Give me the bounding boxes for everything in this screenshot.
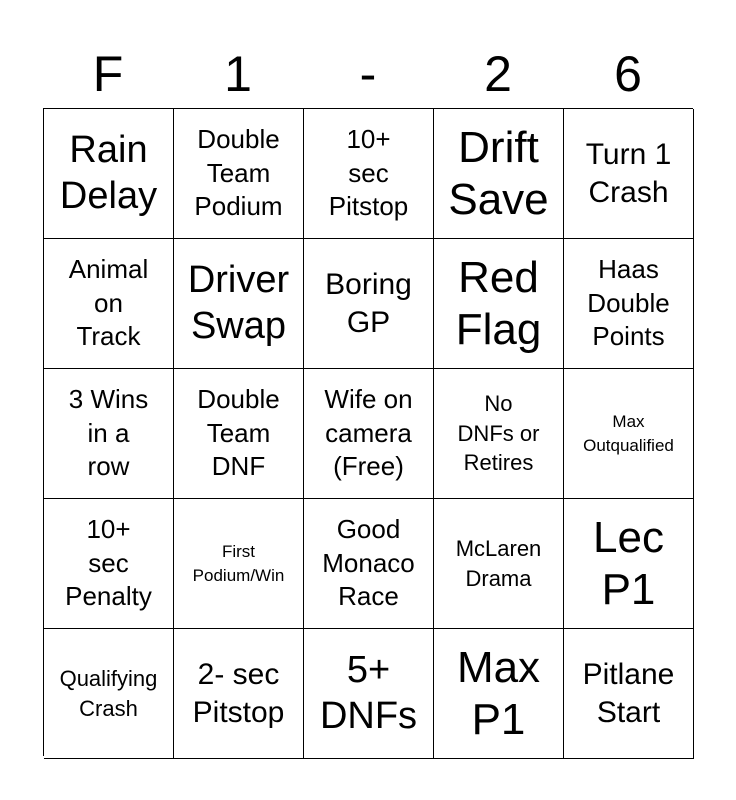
bingo-board	[43, 108, 693, 756]
bingo-cell-r4c4[interactable]	[434, 499, 564, 629]
cell-label: Max Outqualified	[583, 411, 674, 455]
cell-label: Rain Delay	[59, 128, 158, 217]
cell-label: Lec P1	[593, 512, 664, 614]
cell-label: No DNFs or Retires	[457, 390, 540, 476]
bingo-cell-r2c4[interactable]	[434, 239, 564, 369]
bingo-cell-r2c3[interactable]	[304, 239, 434, 369]
cell-label: Animal on Track	[68, 253, 149, 352]
cell-label: Wife on camera (Free)	[324, 383, 413, 482]
cell-label: 2- sec Pitstop	[192, 658, 285, 729]
cell-label: Driver Swap	[187, 258, 290, 347]
bingo-cell-r5c4[interactable]	[434, 629, 564, 759]
bingo-cell-r1c2[interactable]	[174, 109, 304, 239]
cell-label: Good Monaco Race	[322, 513, 415, 612]
header-letter-f: F	[92, 46, 124, 102]
header-letter-dash: -	[359, 46, 377, 102]
bingo-cell-r2c5[interactable]	[564, 239, 694, 369]
bingo-cell-r4c5[interactable]	[564, 499, 694, 629]
bingo-cell-r1c4[interactable]	[434, 109, 564, 239]
bingo-cell-r5c2[interactable]	[174, 629, 304, 759]
header-letter-6: 6	[614, 46, 642, 102]
cell-label: Max P1	[456, 642, 541, 744]
bingo-cell-r1c1[interactable]	[44, 109, 174, 239]
bingo-cell-r1c3[interactable]	[304, 109, 434, 239]
cell-label: Boring GP	[325, 268, 412, 339]
bingo-cell-r4c2[interactable]	[174, 499, 304, 629]
bingo-cell-r3c2[interactable]	[174, 369, 304, 499]
cell-label: 10+ sec Pitstop	[328, 123, 409, 222]
cell-label: Pitlane Start	[582, 658, 675, 729]
header-letter-1: 1	[224, 46, 252, 102]
bingo-cell-r3c4[interactable]	[434, 369, 564, 499]
bingo-cell-r5c3[interactable]	[304, 629, 434, 759]
bingo-cell-r2c2[interactable]	[174, 239, 304, 369]
cell-label: Red Flag	[455, 252, 542, 354]
bingo-cell-r3c1[interactable]	[44, 369, 174, 499]
bingo-cell-r5c1[interactable]	[44, 629, 174, 759]
cell-label: First Podium/Win	[192, 541, 285, 585]
cell-label: McLaren Drama	[455, 535, 542, 591]
cell-label: Qualifying Crash	[59, 665, 158, 721]
cell-label: Double Team Podium	[194, 123, 283, 222]
header-letter-2: 2	[484, 46, 512, 102]
bingo-cell-r1c5[interactable]	[564, 109, 694, 239]
bingo-cell-r2c1[interactable]	[44, 239, 174, 369]
bingo-cell-r4c1[interactable]	[44, 499, 174, 629]
cell-label: 3 Wins in a row	[68, 383, 149, 482]
cell-label: Haas Double Points	[587, 253, 670, 352]
cell-label: 5+ DNFs	[319, 648, 418, 737]
bingo-cell-r5c5[interactable]	[564, 629, 694, 759]
cell-label: Drift Save	[448, 122, 549, 224]
bingo-cell-r3c5[interactable]	[564, 369, 694, 499]
bingo-header	[43, 40, 693, 108]
cell-label: Double Team DNF	[197, 383, 280, 482]
cell-label: Turn 1 Crash	[585, 138, 672, 209]
cell-label: 10+ sec Penalty	[65, 513, 152, 612]
bingo-cell-r3c3[interactable]	[304, 369, 434, 499]
bingo-cell-r4c3[interactable]	[304, 499, 434, 629]
